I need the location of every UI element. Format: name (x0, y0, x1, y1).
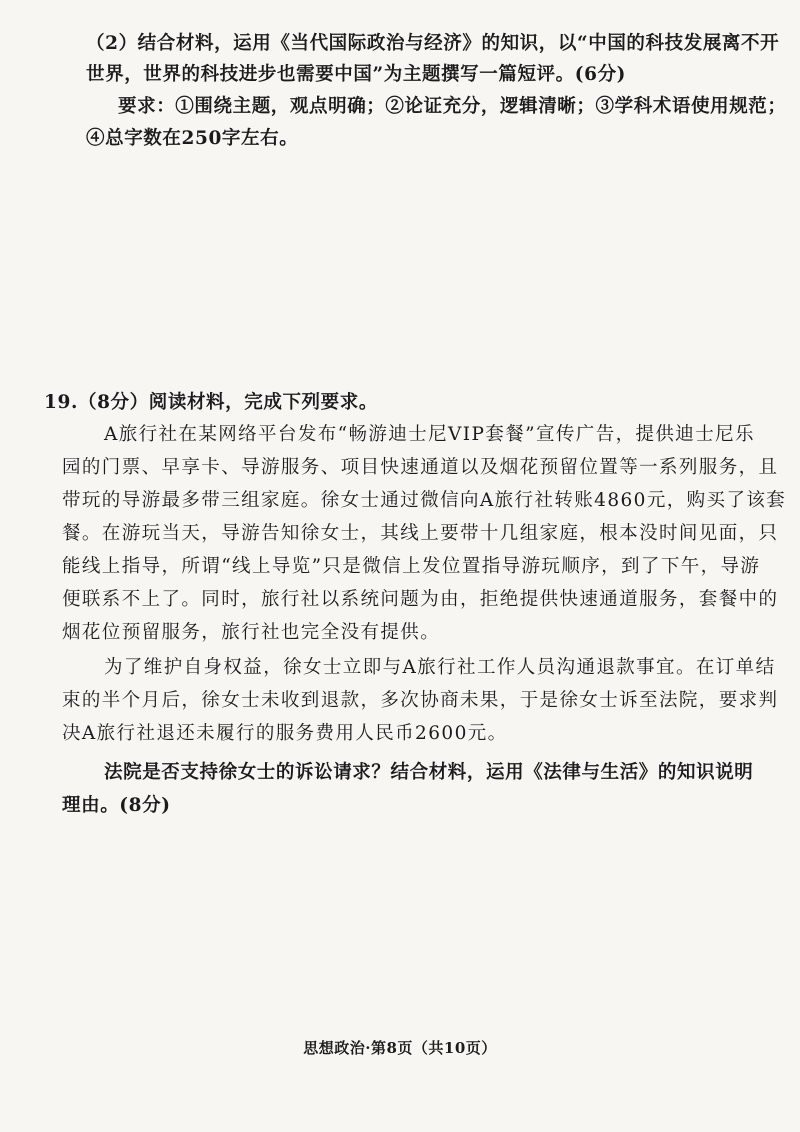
q19-question-line1: 法院是否支持徐女士的诉讼请求？结合材料，运用《法律与生活》的知识说明 (104, 762, 754, 783)
q19-header: 19.（8分）阅读材料，完成下列要求。 (44, 392, 378, 413)
q18-part2-line1: （2）结合材料，运用《当代国际政治与经济》的知识，以“中国的科技发展离不开 (86, 33, 780, 54)
q19-material-line: A旅行社在某网络平台发布“畅游迪士尼VIP套餐”宣传广告，提供迪士尼乐 (104, 424, 755, 445)
page-footer: 思想政治·第8页（共10页） (303, 1039, 497, 1057)
q19-material-line: 烟花位预留服务，旅行社也完全没有提供。 (62, 622, 441, 643)
q18-part2-line2: 世界，世界的科技进步也需要中国”为主题撰写一篇短评。(6分) (86, 64, 627, 85)
q19-material-line: 束的半个月后，徐女士未收到退款，多次协商未果，于是徐女士诉至法院，要求判 (62, 690, 779, 711)
q19-material-line: 为了维护自身权益，徐女士立即与A旅行社工作人员沟通退款事宜。在订单结 (104, 657, 776, 678)
q19-material-line: 能线上指导，所谓“线上导览”只是微信上发位置指导游玩顺序，到了下午，导游 (62, 556, 761, 577)
q19-material-line: 园的门票、早享卡、导游服务、项目快速通道以及烟花预留位置等一系列服务，且 (62, 457, 779, 478)
q18-requirements-line2: ④总字数在250字左右。 (86, 128, 299, 149)
q19-question-line2: 理由。(8分) (62, 795, 171, 816)
q19-material-line: 决A旅行社退还未履行的服务费用人民币2600元。 (62, 723, 508, 744)
q19-material-line: 带玩的导游最多带三组家庭。徐女士通过微信向A旅行社转账4860元，购买了该套 (62, 490, 787, 511)
q18-requirements-line1: 要求：①围绕主题，观点明确；②论证充分，逻辑清晰；③学科术语使用规范； (118, 96, 787, 117)
q19-material-line: 餐。在游玩当天，导游告知徐女士，其线上要带十几组家庭，根本没时间见面，只 (62, 523, 779, 544)
q19-material-line: 便联系不上了。同时，旅行社以系统问题为由，拒绝提供快速通道服务，套餐中的 (62, 589, 779, 610)
